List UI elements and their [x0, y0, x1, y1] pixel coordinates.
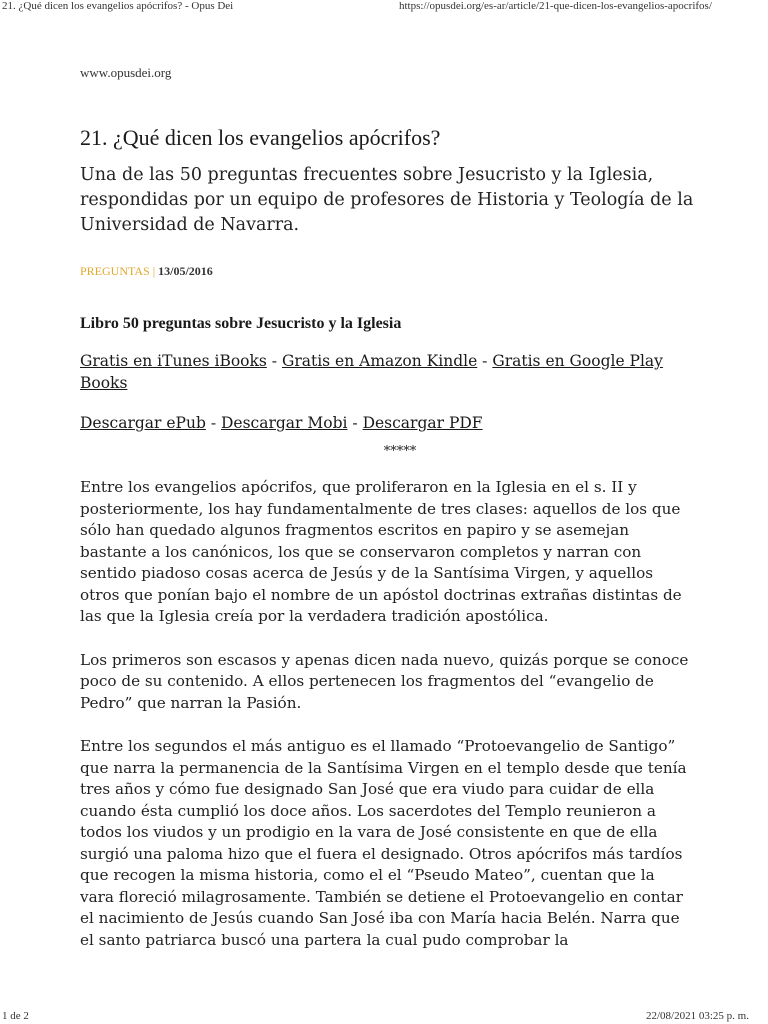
body-paragraph: Entre los evangelios apócrifos, que proliferaron en la Iglesia en el s. II y posteriormente, los hay fundamentalmente de tres clases: aquellos de los que sólo han quedado algunos fragmentos escritos en papiro y se asemejan bastante a los canónicos, los que se conservaron completos y narran con sentido piadoso cosas acerca de Jesús y de la Santísima Virgen, y aquellos otros que ponían bajo el nombre de un apóstol doctrinas extrañas distintas de las que la Iglesia creía por la verdadera tradición apostólica. [80, 478, 682, 625]
itunes-ibooks-link[interactable]: Gratis en iTunes iBooks [80, 352, 267, 370]
body-paragraph: Los primeros son escasos y apenas dicen nada nuevo, quizás porque se conoce poco de su contenido. A ellos pertenecen los fragmentos del “evangelio de Pedro” que narran la Pasión. [80, 650, 689, 712]
download-epub-link[interactable]: Descargar ePub [80, 414, 206, 432]
google-play-books-link[interactable]: Gratis en Google Play Books [80, 352, 663, 392]
print-header-url: https://opusdei.org/es-ar/article/21-que-dicen-los-evangelios-apocrifos/ [399, 0, 712, 12]
article-body [80, 477, 690, 951]
article [80, 124, 694, 951]
publish-date: 13/05/2016 [158, 264, 213, 278]
link-separator: - [477, 352, 493, 370]
print-footer-datetime: 22/08/2021 03:25 p. m. [646, 1010, 749, 1022]
body-paragraph: Entre los segundos el más antiguo es el llamado “Protoevangelio de Santigo” que narra la permanencia de la Santísima Virgen en el templo desde que tenía tres años y cómo fue designado San José que era viudo para cuidar de ella cuando ésta cumplió los doce años. Los sacerdotes del Templo reunieron a todos los viudos y un prodigio en la vara de José consistente en que de ella surgió una paloma hizo que el fuera el designado. Otros apócrifos más tardíos que recogen la misma historia, como el el “Pseudo Mateo”, cuentan que la vara floreció milagrosamente. También se detiene el Protoevangelio en contar el nacimiento de Jesús cuando San José iba con María hacia Belén. Narra que el santo patriarca buscó una partera la cual pudo comprobar la [80, 737, 687, 949]
site-name: www.opusdei.org [80, 65, 172, 80]
print-footer-page-number: 1 de 2 [2, 1010, 29, 1022]
download-pdf-link[interactable]: Descargar PDF [362, 414, 483, 432]
meta-separator: | [152, 264, 156, 278]
article-meta [80, 264, 690, 279]
article-subtitle: Una de las 50 preguntas frecuentes sobre Jesucristo y la Iglesia, respondidas por un equipo de profesores de Historia y Teología de la Universidad de Navarra. [80, 165, 694, 235]
link-separator: - [205, 414, 221, 432]
print-header-page-title: 21. ¿Qué dicen los evangelios apócrifos? - Opus Dei [2, 0, 234, 12]
category-link[interactable]: PREGUNTAS [80, 264, 150, 278]
book-title: Libro 50 preguntas sobre Jesucristo y la Iglesia [80, 315, 402, 332]
section-divider: ***** [383, 444, 417, 459]
link-separator: - [266, 352, 282, 370]
download-mobi-link[interactable]: Descargar Mobi [221, 414, 348, 432]
article-title: 21. ¿Qué dicen los evangelios apócrifos? [80, 125, 441, 150]
download-links [80, 412, 690, 434]
amazon-kindle-link[interactable]: Gratis en Amazon Kindle [281, 352, 478, 370]
store-links [80, 350, 690, 394]
link-separator: - [347, 414, 363, 432]
